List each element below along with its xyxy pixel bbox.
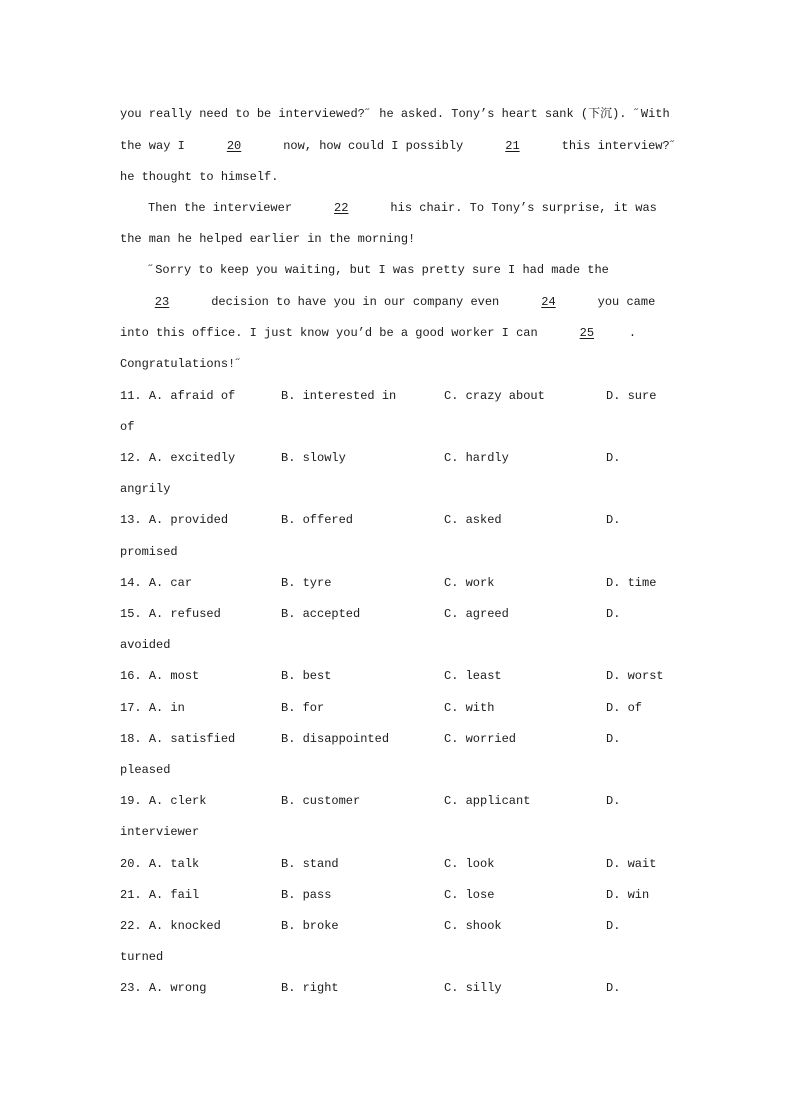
q-num: 11. [120, 389, 142, 403]
text: the way I [120, 139, 193, 153]
question-number-a [120, 668, 199, 684]
option-d: D. wait [606, 857, 657, 871]
text: his chair. To Tony’s surprise, it was [383, 201, 657, 215]
option-b: B. customer [281, 794, 361, 808]
option-d: D. win [606, 888, 650, 902]
option-b: B. slowly [281, 451, 346, 465]
text: ). ˝With [612, 107, 670, 121]
q-num: 19. [120, 794, 142, 808]
q-num: 17. [120, 701, 142, 715]
passage-line-2 [120, 138, 677, 154]
q-num: 23. [120, 981, 142, 995]
question-number-a [120, 731, 235, 747]
option-d-wrap: of [120, 420, 135, 434]
option-b: B. right [281, 981, 339, 995]
option-a: A. car [148, 576, 193, 590]
q-num: 12. [120, 451, 142, 465]
question-number-a [120, 450, 235, 466]
question-number-a [120, 606, 221, 622]
text: now, how could I possibly [276, 139, 471, 153]
option-c: C. look [444, 857, 495, 871]
option-a: A. fail [148, 888, 200, 902]
question-number-a [120, 512, 228, 528]
text: this interview?˝ [554, 139, 677, 153]
option-d-wrap: avoided [120, 638, 171, 652]
option-b: B. tyre [281, 576, 332, 590]
option-b: B. stand [281, 857, 339, 871]
blank-22: 22 [334, 201, 349, 215]
blank-21: 21 [505, 139, 520, 153]
option-d: D. worst [606, 669, 664, 683]
q-num: 18. [120, 732, 142, 746]
question-number-a [120, 856, 199, 872]
q-num: 22. [120, 919, 142, 933]
option-d: D. [606, 732, 621, 746]
option-a: A. satisfied [148, 732, 236, 746]
option-a: A. most [148, 669, 200, 683]
option-d: D. [606, 981, 621, 995]
chinese-gloss: 下沉 [588, 106, 613, 120]
option-b: B. broke [281, 919, 339, 933]
option-c: C. crazy about [444, 389, 545, 403]
passage-line-6: ˝Sorry to keep you waiting, but I was pretty sure I had made the [148, 263, 609, 277]
option-a: A. in [148, 701, 185, 715]
option-d: D. [606, 451, 621, 465]
option-d: D. time [606, 576, 657, 590]
option-d-wrap: angrily [120, 482, 171, 496]
question-number-a [120, 700, 185, 716]
option-b: B. best [281, 669, 332, 683]
text: you came [590, 295, 656, 309]
text: decision to have you in our company even [204, 295, 507, 309]
option-a: A. excitedly [148, 451, 236, 465]
question-number-a [120, 980, 206, 996]
text: you really need to be interviewed?˝ he asked. Tony’s heart sank ( [120, 107, 589, 121]
passage-line-9: Congratulations!˝ [120, 357, 243, 371]
blank-20: 20 [226, 139, 242, 153]
option-d: D. [606, 794, 621, 808]
option-b: B. pass [281, 888, 332, 902]
option-a: A. clerk [148, 794, 207, 808]
option-d: D. [606, 513, 621, 527]
option-c: C. lose [444, 888, 495, 902]
passage-line-3: he thought to himself. [120, 170, 279, 184]
text: into this office. I just know you’d be a good worker I can [120, 326, 545, 340]
option-c: C. shook [444, 919, 502, 933]
option-c: C. hardly [444, 451, 509, 465]
option-b: B. offered [281, 513, 354, 527]
passage-line-5: the man he helped earlier in the morning! [120, 232, 416, 246]
option-d-wrap: turned [120, 950, 164, 964]
q-num: 16. [120, 669, 142, 683]
option-c: C. least [444, 669, 502, 683]
question-number-a [120, 388, 235, 404]
option-a: A. talk [148, 857, 200, 871]
q-num: 15. [120, 607, 142, 621]
passage-line-8 [120, 325, 636, 341]
option-a: A. wrong [148, 981, 207, 995]
option-c: C. asked [444, 513, 502, 527]
option-b: B. disappointed [281, 732, 390, 746]
blank-25: 25 [579, 326, 595, 340]
option-c: C. silly [444, 981, 502, 995]
option-c: C. agreed [444, 607, 509, 621]
option-d: D. sure [606, 389, 657, 403]
option-c: C. worried [444, 732, 517, 746]
q-num: 21. [120, 888, 142, 902]
option-c: C. work [444, 576, 495, 590]
option-d-wrap: interviewer [120, 825, 200, 839]
passage-line-1 [120, 105, 670, 122]
question-number-a [120, 575, 192, 591]
option-a: A. afraid of [148, 389, 236, 403]
passage-line-4 [148, 200, 657, 216]
blank-24: 24 [541, 295, 556, 309]
option-d-wrap: pleased [120, 763, 171, 777]
question-number-a [120, 793, 206, 809]
q-num: 14. [120, 576, 142, 590]
option-a: A. provided [148, 513, 229, 527]
option-b: B. accepted [281, 607, 361, 621]
option-d: D. [606, 919, 621, 933]
option-c: C. with [444, 701, 495, 715]
q-num: 13. [120, 513, 142, 527]
q-num: 20. [120, 857, 142, 871]
option-c: C. applicant [444, 794, 531, 808]
text: . [628, 326, 637, 340]
option-d: D. of [606, 701, 643, 715]
blank-23: 23 [154, 295, 170, 309]
question-number-a [120, 887, 199, 903]
option-b: B. interested in [281, 389, 397, 403]
text: Then the interviewer [148, 201, 300, 215]
question-number-a [120, 918, 221, 934]
option-d: D. [606, 607, 621, 621]
option-a: A. refused [148, 607, 221, 621]
passage-line-7 [120, 294, 655, 310]
option-a: A. knocked [148, 919, 221, 933]
option-b: B. for [281, 701, 325, 715]
option-d-wrap: promised [120, 545, 178, 559]
